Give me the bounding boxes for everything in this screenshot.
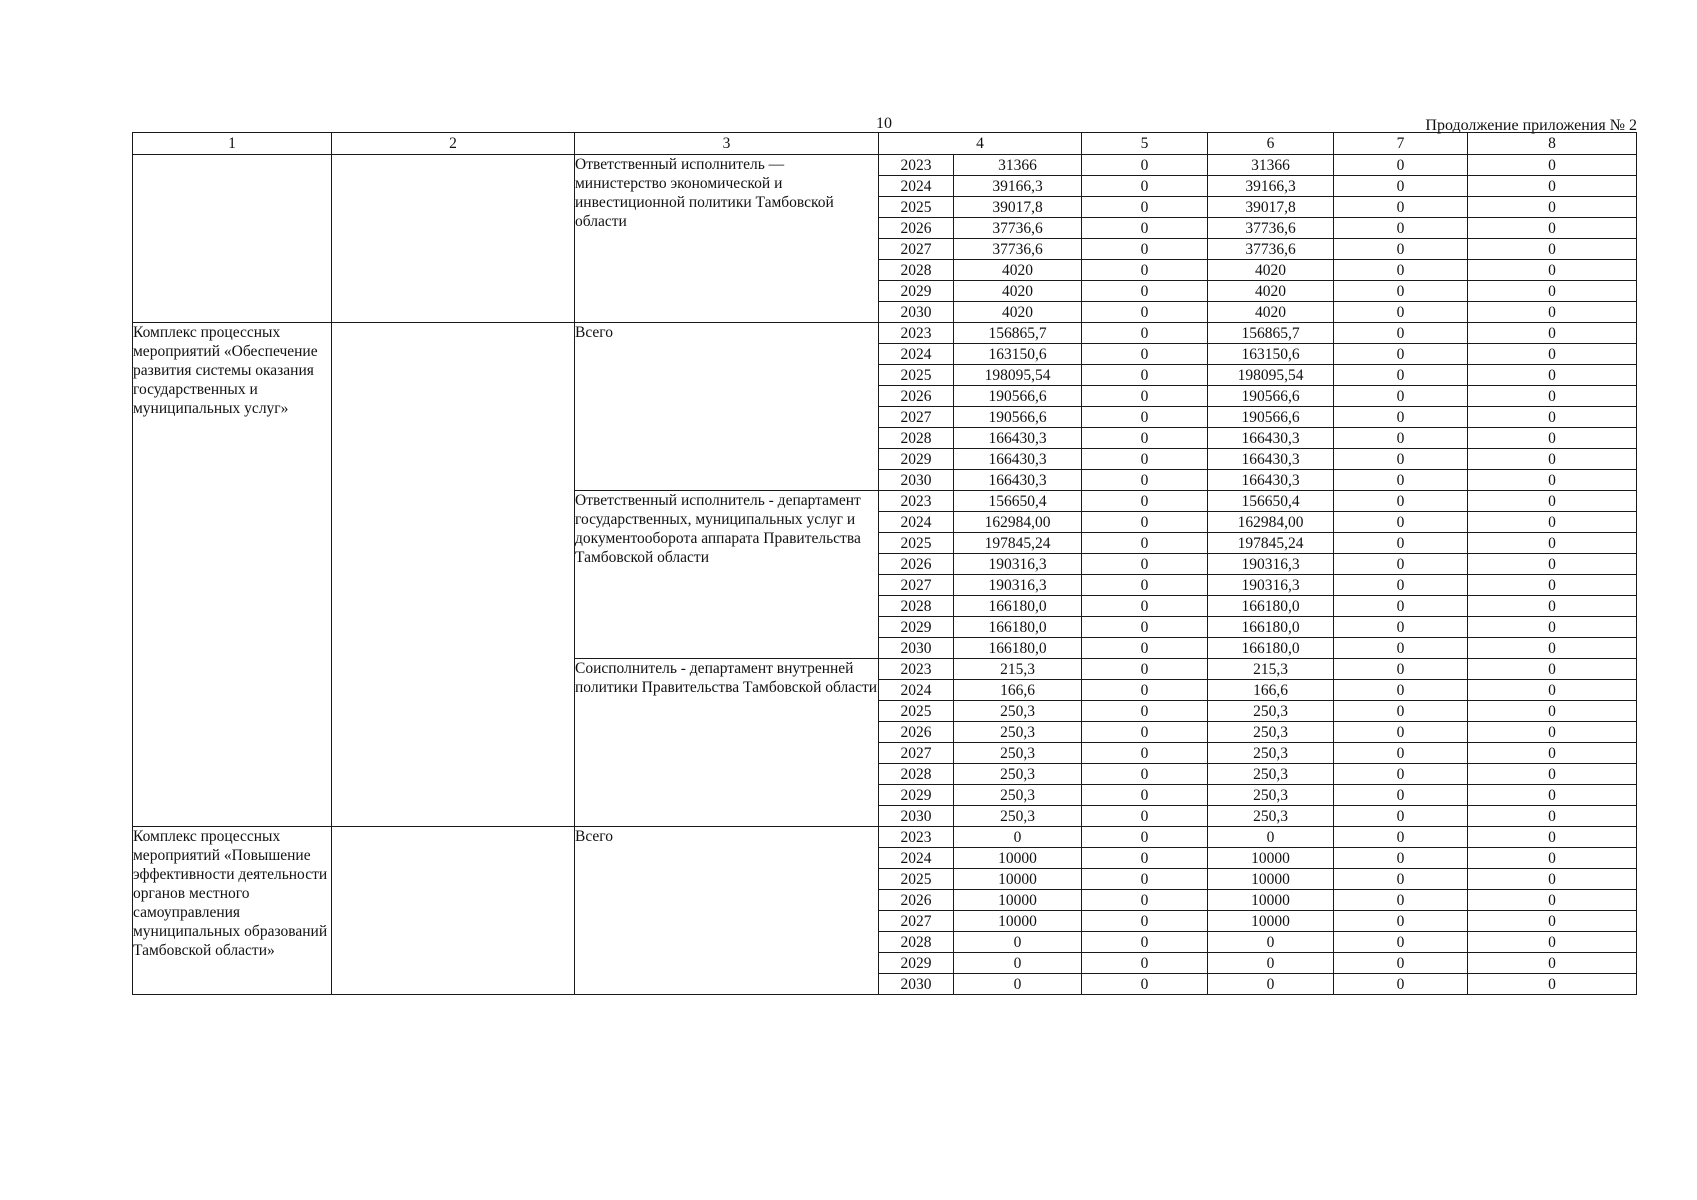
local-value-cell: 0 <box>1334 155 1468 176</box>
federal-value-cell: 0 <box>1082 428 1208 449</box>
column-2-cell <box>332 827 575 995</box>
federal-value-cell: 0 <box>1082 386 1208 407</box>
local-value-cell: 0 <box>1334 722 1468 743</box>
regional-value-cell: 166430,3 <box>1208 470 1334 491</box>
year-cell: 2027 <box>879 911 954 932</box>
year-cell: 2025 <box>879 533 954 554</box>
executor-cell: Соисполнитель - департамент внутренней политики Правительства Тамбовской области <box>575 659 879 827</box>
executor-cell: Ответственный исполнитель — министерство экономической и инвестиционной политики Тамбовской области <box>575 155 879 323</box>
column-numbers-row <box>133 133 1637 155</box>
total-value-cell: 166430,3 <box>954 449 1082 470</box>
local-value-cell: 0 <box>1334 302 1468 323</box>
total-value-cell: 166,6 <box>954 680 1082 701</box>
total-value-cell: 4020 <box>954 302 1082 323</box>
federal-value-cell: 0 <box>1082 302 1208 323</box>
federal-value-cell: 0 <box>1082 659 1208 680</box>
federal-value-cell: 0 <box>1082 218 1208 239</box>
local-value-cell: 0 <box>1334 911 1468 932</box>
other-value-cell: 0 <box>1468 953 1637 974</box>
federal-value-cell: 0 <box>1082 281 1208 302</box>
other-value-cell: 0 <box>1468 890 1637 911</box>
total-value-cell: 156865,7 <box>954 323 1082 344</box>
column-number-header: 5 <box>1082 133 1208 155</box>
other-value-cell: 0 <box>1468 176 1637 197</box>
other-value-cell: 0 <box>1468 974 1637 995</box>
regional-value-cell: 166180,0 <box>1208 638 1334 659</box>
local-value-cell: 0 <box>1334 932 1468 953</box>
other-value-cell: 0 <box>1468 701 1637 722</box>
total-value-cell: 10000 <box>954 848 1082 869</box>
year-cell: 2026 <box>879 386 954 407</box>
local-value-cell: 0 <box>1334 785 1468 806</box>
other-value-cell: 0 <box>1468 659 1637 680</box>
federal-value-cell: 0 <box>1082 491 1208 512</box>
local-value-cell: 0 <box>1334 554 1468 575</box>
total-value-cell: 10000 <box>954 890 1082 911</box>
other-value-cell: 0 <box>1468 344 1637 365</box>
federal-value-cell: 0 <box>1082 449 1208 470</box>
other-value-cell: 0 <box>1468 323 1637 344</box>
total-value-cell: 166430,3 <box>954 470 1082 491</box>
other-value-cell: 0 <box>1468 764 1637 785</box>
local-value-cell: 0 <box>1334 638 1468 659</box>
federal-value-cell: 0 <box>1082 764 1208 785</box>
year-cell: 2029 <box>879 281 954 302</box>
other-value-cell: 0 <box>1468 680 1637 701</box>
total-value-cell: 39017,8 <box>954 197 1082 218</box>
year-cell: 2026 <box>879 722 954 743</box>
total-value-cell: 37736,6 <box>954 218 1082 239</box>
program-name-cell: Комплекс процессных мероприятий «Обеспечение развития системы оказания государственных и муниципальных услуг» <box>133 323 332 827</box>
total-value-cell: 190566,6 <box>954 407 1082 428</box>
regional-value-cell: 190316,3 <box>1208 575 1334 596</box>
column-number-header: 8 <box>1468 133 1637 155</box>
year-cell: 2027 <box>879 239 954 260</box>
year-cell: 2023 <box>879 827 954 848</box>
total-value-cell: 190316,3 <box>954 575 1082 596</box>
federal-value-cell: 0 <box>1082 596 1208 617</box>
total-value-cell: 197845,24 <box>954 533 1082 554</box>
local-value-cell: 0 <box>1334 827 1468 848</box>
regional-value-cell: 0 <box>1208 932 1334 953</box>
federal-value-cell: 0 <box>1082 848 1208 869</box>
other-value-cell: 0 <box>1468 428 1637 449</box>
total-value-cell: 0 <box>954 827 1082 848</box>
federal-value-cell: 0 <box>1082 785 1208 806</box>
other-value-cell: 0 <box>1468 470 1637 491</box>
year-cell: 2026 <box>879 218 954 239</box>
table-row <box>133 155 1637 176</box>
regional-value-cell: 250,3 <box>1208 764 1334 785</box>
federal-value-cell: 0 <box>1082 974 1208 995</box>
column-number-header: 3 <box>575 133 879 155</box>
federal-value-cell: 0 <box>1082 239 1208 260</box>
other-value-cell: 0 <box>1468 932 1637 953</box>
year-cell: 2023 <box>879 155 954 176</box>
local-value-cell: 0 <box>1334 386 1468 407</box>
year-cell: 2024 <box>879 176 954 197</box>
other-value-cell: 0 <box>1468 491 1637 512</box>
regional-value-cell: 198095,54 <box>1208 365 1334 386</box>
local-value-cell: 0 <box>1334 260 1468 281</box>
year-cell: 2025 <box>879 869 954 890</box>
local-value-cell: 0 <box>1334 743 1468 764</box>
federal-value-cell: 0 <box>1082 638 1208 659</box>
column-number-header: 4 <box>879 133 1082 155</box>
total-value-cell: 162984,00 <box>954 512 1082 533</box>
year-cell: 2027 <box>879 407 954 428</box>
other-value-cell: 0 <box>1468 596 1637 617</box>
local-value-cell: 0 <box>1334 701 1468 722</box>
local-value-cell: 0 <box>1334 890 1468 911</box>
column-number-header: 2 <box>332 133 575 155</box>
federal-value-cell: 0 <box>1082 932 1208 953</box>
other-value-cell: 0 <box>1468 575 1637 596</box>
regional-value-cell: 250,3 <box>1208 701 1334 722</box>
other-value-cell: 0 <box>1468 785 1637 806</box>
regional-value-cell: 39166,3 <box>1208 176 1334 197</box>
year-cell: 2029 <box>879 953 954 974</box>
regional-value-cell: 0 <box>1208 827 1334 848</box>
total-value-cell: 31366 <box>954 155 1082 176</box>
total-value-cell: 10000 <box>954 869 1082 890</box>
local-value-cell: 0 <box>1334 806 1468 827</box>
regional-value-cell: 162984,00 <box>1208 512 1334 533</box>
year-cell: 2028 <box>879 932 954 953</box>
local-value-cell: 0 <box>1334 491 1468 512</box>
other-value-cell: 0 <box>1468 869 1637 890</box>
federal-value-cell: 0 <box>1082 701 1208 722</box>
total-value-cell: 166180,0 <box>954 638 1082 659</box>
federal-value-cell: 0 <box>1082 365 1208 386</box>
federal-value-cell: 0 <box>1082 344 1208 365</box>
year-cell: 2028 <box>879 596 954 617</box>
total-value-cell: 166180,0 <box>954 596 1082 617</box>
local-value-cell: 0 <box>1334 239 1468 260</box>
federal-value-cell: 0 <box>1082 743 1208 764</box>
local-value-cell: 0 <box>1334 869 1468 890</box>
other-value-cell: 0 <box>1468 848 1637 869</box>
regional-value-cell: 31366 <box>1208 155 1334 176</box>
year-cell: 2030 <box>879 638 954 659</box>
other-value-cell: 0 <box>1468 281 1637 302</box>
regional-value-cell: 0 <box>1208 953 1334 974</box>
federal-value-cell: 0 <box>1082 911 1208 932</box>
year-cell: 2027 <box>879 575 954 596</box>
year-cell: 2026 <box>879 554 954 575</box>
total-value-cell: 250,3 <box>954 722 1082 743</box>
local-value-cell: 0 <box>1334 659 1468 680</box>
year-cell: 2025 <box>879 365 954 386</box>
federal-value-cell: 0 <box>1082 533 1208 554</box>
other-value-cell: 0 <box>1468 302 1637 323</box>
year-cell: 2030 <box>879 470 954 491</box>
local-value-cell: 0 <box>1334 344 1468 365</box>
total-value-cell: 166180,0 <box>954 617 1082 638</box>
federal-value-cell: 0 <box>1082 176 1208 197</box>
other-value-cell: 0 <box>1468 722 1637 743</box>
total-value-cell: 198095,54 <box>954 365 1082 386</box>
other-value-cell: 0 <box>1468 638 1637 659</box>
regional-value-cell: 166430,3 <box>1208 449 1334 470</box>
continuation-label: Продолжение приложения № 2 <box>1425 117 1637 134</box>
other-value-cell: 0 <box>1468 533 1637 554</box>
local-value-cell: 0 <box>1334 848 1468 869</box>
federal-value-cell: 0 <box>1082 827 1208 848</box>
total-value-cell: 215,3 <box>954 659 1082 680</box>
regional-value-cell: 4020 <box>1208 260 1334 281</box>
regional-value-cell: 190566,6 <box>1208 386 1334 407</box>
other-value-cell: 0 <box>1468 911 1637 932</box>
executor-cell: Всего <box>575 827 879 995</box>
federal-value-cell: 0 <box>1082 890 1208 911</box>
federal-value-cell: 0 <box>1082 155 1208 176</box>
total-value-cell: 10000 <box>954 911 1082 932</box>
other-value-cell: 0 <box>1468 617 1637 638</box>
regional-value-cell: 37736,6 <box>1208 218 1334 239</box>
total-value-cell: 0 <box>954 932 1082 953</box>
year-cell: 2029 <box>879 449 954 470</box>
total-value-cell: 250,3 <box>954 806 1082 827</box>
year-cell: 2026 <box>879 890 954 911</box>
other-value-cell: 0 <box>1468 218 1637 239</box>
regional-value-cell: 4020 <box>1208 302 1334 323</box>
other-value-cell: 0 <box>1468 260 1637 281</box>
local-value-cell: 0 <box>1334 281 1468 302</box>
year-cell: 2023 <box>879 659 954 680</box>
federal-value-cell: 0 <box>1082 554 1208 575</box>
other-value-cell: 0 <box>1468 407 1637 428</box>
regional-value-cell: 250,3 <box>1208 722 1334 743</box>
local-value-cell: 0 <box>1334 428 1468 449</box>
column-number-header: 6 <box>1208 133 1334 155</box>
regional-value-cell: 10000 <box>1208 911 1334 932</box>
other-value-cell: 0 <box>1468 827 1637 848</box>
regional-value-cell: 156865,7 <box>1208 323 1334 344</box>
table-row <box>133 323 1637 344</box>
federal-value-cell: 0 <box>1082 680 1208 701</box>
local-value-cell: 0 <box>1334 512 1468 533</box>
local-value-cell: 0 <box>1334 953 1468 974</box>
federal-value-cell: 0 <box>1082 869 1208 890</box>
federal-value-cell: 0 <box>1082 512 1208 533</box>
regional-value-cell: 10000 <box>1208 848 1334 869</box>
local-value-cell: 0 <box>1334 407 1468 428</box>
other-value-cell: 0 <box>1468 512 1637 533</box>
program-name-cell: Комплекс процессных мероприятий «Повышение эффективности деятельности органов местного самоуправления муниципальных образований Тамбовской области» <box>133 827 332 995</box>
other-value-cell: 0 <box>1468 239 1637 260</box>
year-cell: 2024 <box>879 848 954 869</box>
regional-value-cell: 37736,6 <box>1208 239 1334 260</box>
year-cell: 2023 <box>879 491 954 512</box>
table-row <box>133 827 1637 848</box>
federal-value-cell: 0 <box>1082 617 1208 638</box>
year-cell: 2024 <box>879 680 954 701</box>
year-cell: 2027 <box>879 743 954 764</box>
local-value-cell: 0 <box>1334 596 1468 617</box>
regional-value-cell: 4020 <box>1208 281 1334 302</box>
federal-value-cell: 0 <box>1082 722 1208 743</box>
total-value-cell: 4020 <box>954 281 1082 302</box>
total-value-cell: 250,3 <box>954 701 1082 722</box>
page-number: 10 <box>876 115 892 132</box>
local-value-cell: 0 <box>1334 575 1468 596</box>
total-value-cell: 250,3 <box>954 743 1082 764</box>
regional-value-cell: 250,3 <box>1208 743 1334 764</box>
year-cell: 2029 <box>879 785 954 806</box>
regional-value-cell: 250,3 <box>1208 806 1334 827</box>
total-value-cell: 156650,4 <box>954 491 1082 512</box>
year-cell: 2025 <box>879 197 954 218</box>
regional-value-cell: 166430,3 <box>1208 428 1334 449</box>
total-value-cell: 250,3 <box>954 764 1082 785</box>
local-value-cell: 0 <box>1334 218 1468 239</box>
year-cell: 2028 <box>879 764 954 785</box>
executor-cell: Ответственный исполнитель - департамент государственных, муниципальных услуг и документооборота аппарата Правительства Тамбовской области <box>575 491 879 659</box>
local-value-cell: 0 <box>1334 974 1468 995</box>
total-value-cell: 190566,6 <box>954 386 1082 407</box>
total-value-cell: 163150,6 <box>954 344 1082 365</box>
other-value-cell: 0 <box>1468 806 1637 827</box>
federal-value-cell: 0 <box>1082 260 1208 281</box>
total-value-cell: 190316,3 <box>954 554 1082 575</box>
local-value-cell: 0 <box>1334 365 1468 386</box>
local-value-cell: 0 <box>1334 470 1468 491</box>
total-value-cell: 250,3 <box>954 785 1082 806</box>
local-value-cell: 0 <box>1334 176 1468 197</box>
regional-value-cell: 166180,0 <box>1208 596 1334 617</box>
other-value-cell: 0 <box>1468 197 1637 218</box>
regional-value-cell: 215,3 <box>1208 659 1334 680</box>
other-value-cell: 0 <box>1468 386 1637 407</box>
year-cell: 2023 <box>879 323 954 344</box>
regional-value-cell: 10000 <box>1208 869 1334 890</box>
total-value-cell: 166430,3 <box>954 428 1082 449</box>
regional-value-cell: 156650,4 <box>1208 491 1334 512</box>
year-cell: 2030 <box>879 302 954 323</box>
regional-value-cell: 10000 <box>1208 890 1334 911</box>
year-cell: 2024 <box>879 512 954 533</box>
local-value-cell: 0 <box>1334 764 1468 785</box>
other-value-cell: 0 <box>1468 743 1637 764</box>
other-value-cell: 0 <box>1468 365 1637 386</box>
executor-cell: Всего <box>575 323 879 491</box>
total-value-cell: 4020 <box>954 260 1082 281</box>
other-value-cell: 0 <box>1468 554 1637 575</box>
regional-value-cell: 0 <box>1208 974 1334 995</box>
financing-table <box>132 132 1637 995</box>
federal-value-cell: 0 <box>1082 197 1208 218</box>
total-value-cell: 0 <box>954 953 1082 974</box>
regional-value-cell: 197845,24 <box>1208 533 1334 554</box>
total-value-cell: 39166,3 <box>954 176 1082 197</box>
federal-value-cell: 0 <box>1082 953 1208 974</box>
year-cell: 2030 <box>879 806 954 827</box>
local-value-cell: 0 <box>1334 617 1468 638</box>
federal-value-cell: 0 <box>1082 806 1208 827</box>
local-value-cell: 0 <box>1334 533 1468 554</box>
program-name-cell <box>133 155 332 323</box>
regional-value-cell: 166,6 <box>1208 680 1334 701</box>
regional-value-cell: 39017,8 <box>1208 197 1334 218</box>
local-value-cell: 0 <box>1334 197 1468 218</box>
year-cell: 2028 <box>879 260 954 281</box>
column-number-header: 7 <box>1334 133 1468 155</box>
other-value-cell: 0 <box>1468 449 1637 470</box>
federal-value-cell: 0 <box>1082 323 1208 344</box>
year-cell: 2030 <box>879 974 954 995</box>
column-2-cell <box>332 155 575 323</box>
regional-value-cell: 163150,6 <box>1208 344 1334 365</box>
regional-value-cell: 250,3 <box>1208 785 1334 806</box>
federal-value-cell: 0 <box>1082 407 1208 428</box>
year-cell: 2024 <box>879 344 954 365</box>
total-value-cell: 0 <box>954 974 1082 995</box>
federal-value-cell: 0 <box>1082 575 1208 596</box>
year-cell: 2028 <box>879 428 954 449</box>
regional-value-cell: 190566,6 <box>1208 407 1334 428</box>
year-cell: 2025 <box>879 701 954 722</box>
local-value-cell: 0 <box>1334 323 1468 344</box>
other-value-cell: 0 <box>1468 155 1637 176</box>
local-value-cell: 0 <box>1334 680 1468 701</box>
total-value-cell: 37736,6 <box>954 239 1082 260</box>
column-number-header: 1 <box>133 133 332 155</box>
table-body <box>133 155 1637 995</box>
regional-value-cell: 166180,0 <box>1208 617 1334 638</box>
local-value-cell: 0 <box>1334 449 1468 470</box>
column-2-cell <box>332 323 575 827</box>
regional-value-cell: 190316,3 <box>1208 554 1334 575</box>
federal-value-cell: 0 <box>1082 470 1208 491</box>
year-cell: 2029 <box>879 617 954 638</box>
